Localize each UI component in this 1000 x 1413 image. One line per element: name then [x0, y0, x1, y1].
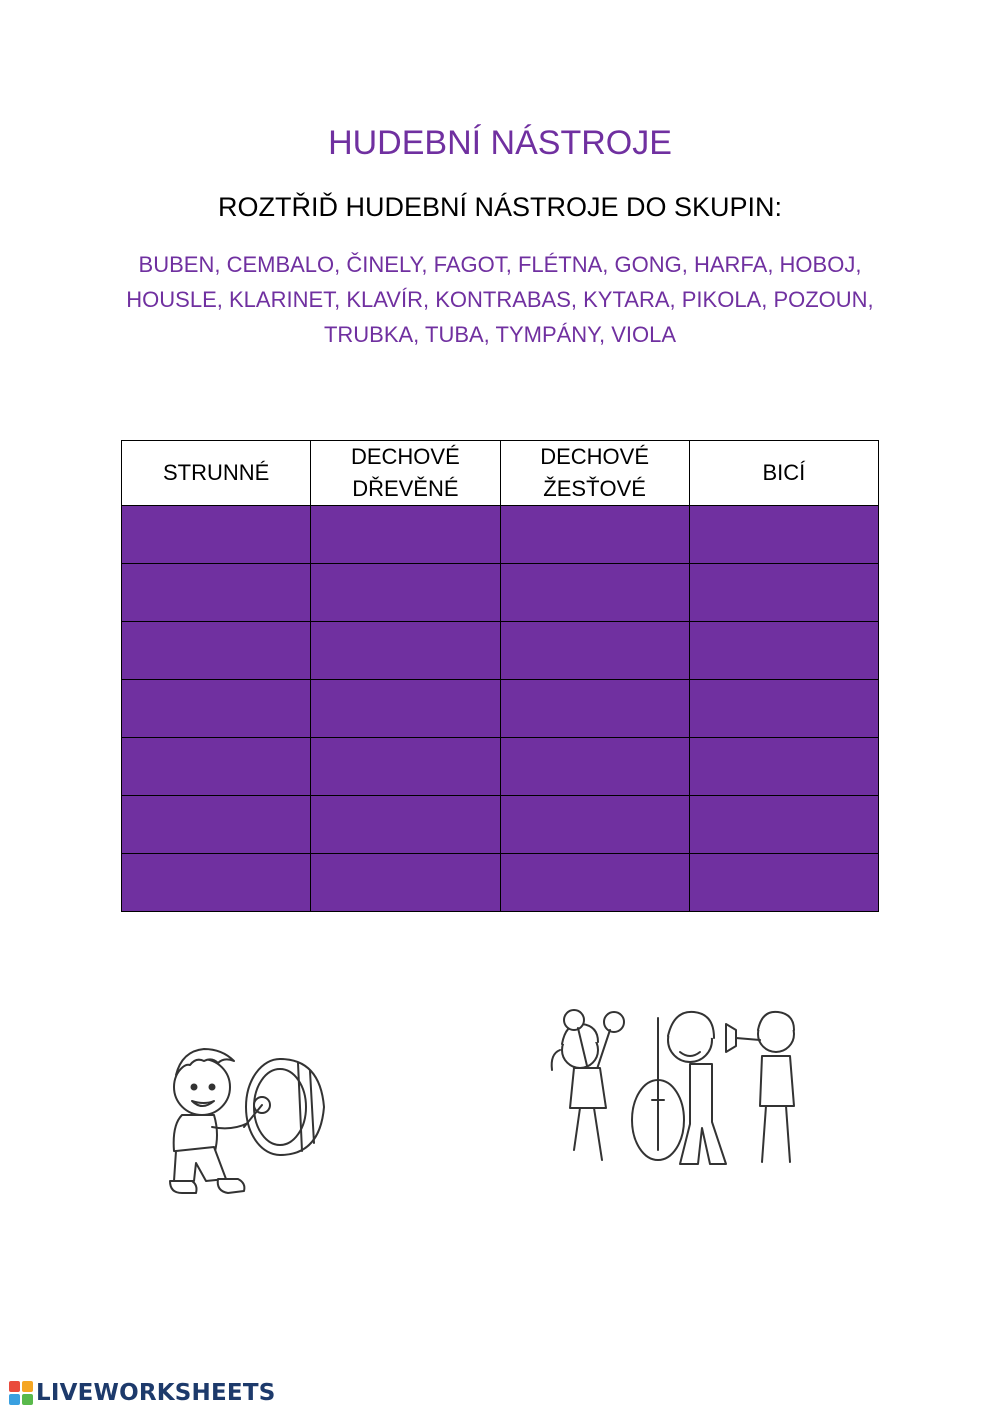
- answer-cell[interactable]: [122, 738, 311, 796]
- table-row: [122, 564, 879, 622]
- answer-cell[interactable]: [689, 796, 878, 854]
- table-row: [122, 854, 879, 912]
- answer-cell[interactable]: [500, 796, 689, 854]
- boy-drummer-icon: [140, 1015, 350, 1215]
- answer-cell[interactable]: [500, 506, 689, 564]
- sorting-table: [121, 440, 879, 912]
- liveworksheets-logo: [8, 1380, 275, 1406]
- answer-cell[interactable]: [500, 738, 689, 796]
- instrument-word-list: [110, 247, 890, 352]
- column-header-dechove-drevene: DECHOVÉ DŘEVĚNÉ: [311, 441, 500, 506]
- table-row: [122, 680, 879, 738]
- answer-cell[interactable]: [500, 564, 689, 622]
- word-list-line: TRUBKA, TUBA, TYMPÁNY, VIOLA: [323, 322, 677, 347]
- word-list-line: BUBEN, CEMBALO, ČINELY, FAGOT, FLÉTNA, GONG, HARFA, HOBOJ,: [138, 252, 862, 277]
- answer-cell[interactable]: [311, 680, 500, 738]
- answer-cell[interactable]: [311, 854, 500, 912]
- instruction-text: ROZTŘIĎ HUDEBNÍ NÁSTROJE DO SKUPIN:: [217, 192, 783, 222]
- answer-cell[interactable]: [689, 738, 878, 796]
- table-row: [122, 738, 879, 796]
- answer-cell[interactable]: [122, 564, 311, 622]
- answer-cell[interactable]: [311, 622, 500, 680]
- column-header-strunne: STRUNNÉ: [122, 441, 311, 506]
- column-header-bici: BICÍ: [689, 441, 878, 506]
- answer-cell[interactable]: [122, 506, 311, 564]
- answer-cell[interactable]: [689, 854, 878, 912]
- table-row: [122, 506, 879, 564]
- answer-cell[interactable]: [500, 622, 689, 680]
- answer-cell[interactable]: [500, 680, 689, 738]
- liveworksheets-logo-icon: [8, 1380, 34, 1406]
- page-title: HUDEBNÍ NÁSTROJE: [328, 124, 672, 162]
- answer-cell[interactable]: [689, 622, 878, 680]
- table-row: [122, 796, 879, 854]
- answer-cell[interactable]: [311, 796, 500, 854]
- answer-cell[interactable]: [122, 796, 311, 854]
- answer-cell[interactable]: [311, 738, 500, 796]
- word-list-line: HOUSLE, KLARINET, KLAVÍR, KONTRABAS, KYTARA, PIKOLA, POZOUN,: [126, 287, 874, 312]
- brand-name: LIVEWORKSHEETS: [36, 1380, 276, 1406]
- table-header-row: [122, 441, 879, 506]
- answer-cell[interactable]: [122, 854, 311, 912]
- answer-cell[interactable]: [311, 506, 500, 564]
- answer-cell[interactable]: [689, 680, 878, 738]
- answer-cell[interactable]: [311, 564, 500, 622]
- answer-cell[interactable]: [122, 680, 311, 738]
- answer-cell[interactable]: [500, 854, 689, 912]
- answer-cell[interactable]: [689, 564, 878, 622]
- answer-cell[interactable]: [689, 506, 878, 564]
- children-band-icon: [540, 1000, 830, 1175]
- answer-rows: [122, 506, 879, 912]
- answer-cell[interactable]: [122, 622, 311, 680]
- table-row: [122, 622, 879, 680]
- column-header-dechove-zestove: DECHOVÉ ŽESŤOVÉ: [500, 441, 689, 506]
